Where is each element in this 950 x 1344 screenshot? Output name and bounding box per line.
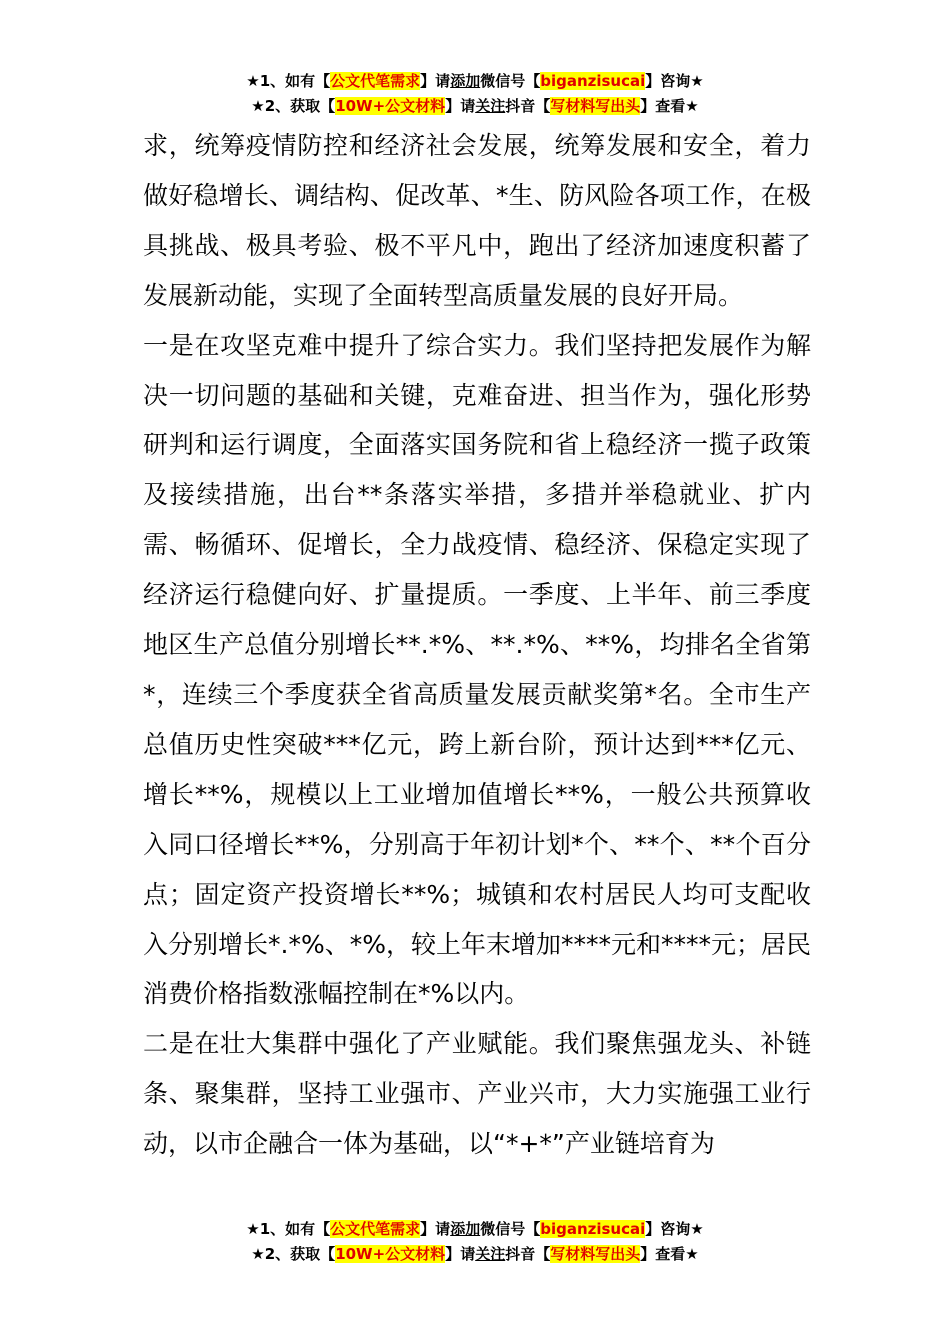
underlined-text: 添加 (450, 1220, 481, 1238)
banner-text: 抖音【 (505, 1245, 551, 1263)
banner-text: 】请 (420, 72, 451, 90)
highlight-douyin-id: 写材料写出头 (550, 97, 641, 115)
banner-text: 】请 (445, 97, 476, 115)
highlight-wechat-id: biganzisucai (540, 1220, 646, 1238)
underlined-text: 添加 (450, 72, 481, 90)
highlight-service: 公文代笔需求 (330, 72, 421, 90)
document-body (143, 121, 811, 1169)
banner-text: 】查看★ (640, 1245, 699, 1263)
highlight-service: 公文代笔需求 (330, 1220, 421, 1238)
banner-text: ★1、如有【 (246, 72, 331, 90)
banner-line-1 (0, 1217, 950, 1242)
underlined-text: 关注 (475, 1245, 506, 1263)
banner-line-2 (0, 1242, 950, 1267)
banner-text: ★2、获取【 (251, 1245, 336, 1263)
banner-text: 抖音【 (505, 97, 551, 115)
banner-text: ★1、如有【 (246, 1220, 331, 1238)
banner-text: 】请 (420, 1220, 451, 1238)
highlight-wechat-id: biganzisucai (540, 72, 646, 90)
banner-text: 微信号【 (480, 72, 541, 90)
banner-text: 】咨询★ (645, 1220, 704, 1238)
header-banner (0, 69, 950, 119)
banner-text: 微信号【 (480, 1220, 541, 1238)
paragraph-2: 一是在攻坚克难中提升了综合实力。我们坚持把发展作为解决一切问题的基础和关键，克难奋进、担当作为，强化形势研判和运行调度，全面落实国务院和省上稳经济一揽子政策及接续措施，出台**条落实举措，多措并举稳就业、扩内需、畅循环、促增长，全力战疫情、稳经济、保稳定实现了经济运行稳健向好、扩量提质。一季度、上半年、前三季度地区生产总值分别增长**.*%、**.*%、**%，均排名全省第*，连续三个季度获全省高质量发展贡献奖第*名。全市生产总值历史性突破***亿元，跨上新台阶，预计达到***亿元、增长**%，规模以上工业增加值增长**%，一般公共预算收入同口径增长**%，分别高于年初计划*个、**个、**个百分点；固定资产投资增长**%；城镇和农村居民人均可支配收入分别增长*.*%、*%，较上年末增加****元和****元；居民消费价格指数涨幅控制在*%以内。 (143, 330, 811, 1009)
underlined-text: 关注 (475, 97, 506, 115)
footer-banner (0, 1217, 950, 1267)
paragraph-3: 二是在壮大集群中强化了产业赋能。我们聚焦强龙头、补链条、聚集群，坚持工业强市、产业兴市，大力实施强工业行动，以市企融合一体为基础，以“*+*”产业链培育为 (143, 1029, 811, 1159)
banner-text: 】咨询★ (645, 72, 704, 90)
banner-text: 】查看★ (640, 97, 699, 115)
banner-text: ★2、获取【 (251, 97, 336, 115)
highlight-materials: 10W+公文材料 (335, 97, 446, 115)
highlight-douyin-id: 写材料写出头 (550, 1245, 641, 1263)
banner-line-2 (0, 94, 950, 119)
banner-line-1 (0, 69, 950, 94)
banner-text: 】请 (445, 1245, 476, 1263)
paragraph-1: 求，统筹疫情防控和经济社会发展，统筹发展和安全，着力做好稳增长、调结构、促改革、*生、防风险各项工作，在极具挑战、极具考验、极不平凡中，跑出了经济加速度积蓄了发展新动能，实现了全面转型高质量发展的良好开局。 (143, 131, 811, 310)
highlight-materials: 10W+公文材料 (335, 1245, 446, 1263)
